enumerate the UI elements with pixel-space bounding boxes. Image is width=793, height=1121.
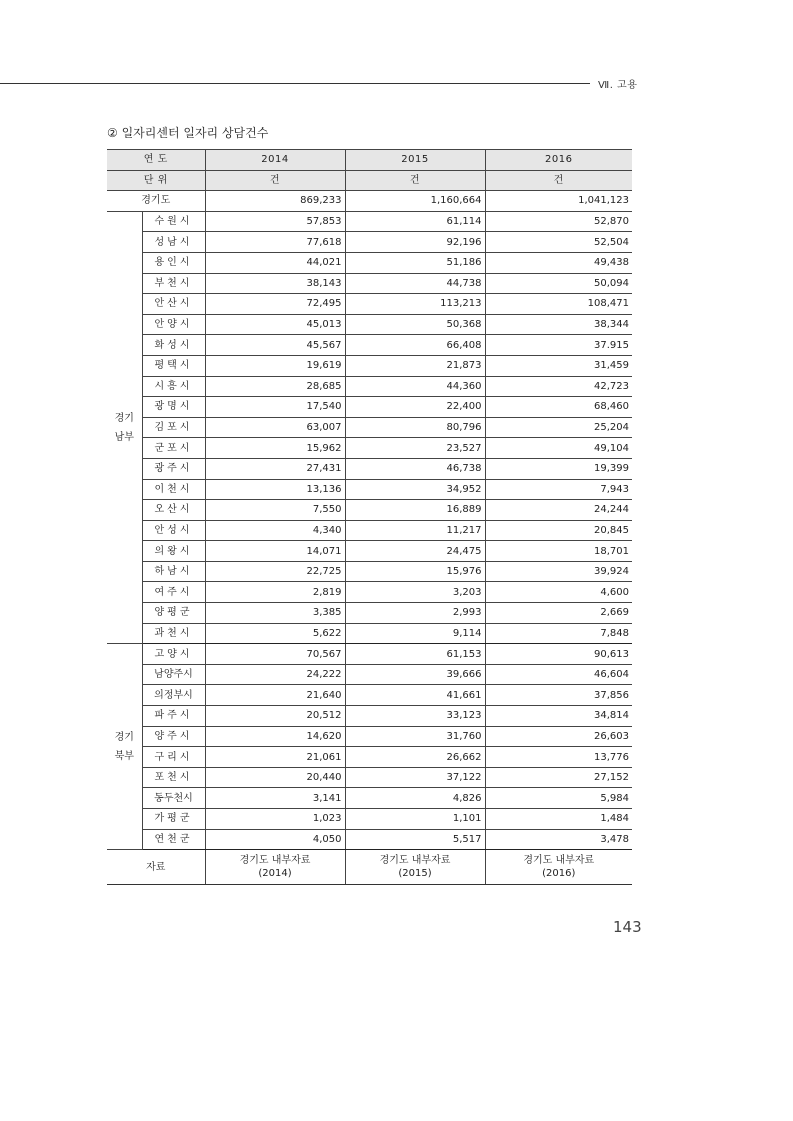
- count-cell: 49,438: [485, 252, 632, 273]
- year-label: 연 도: [107, 150, 205, 171]
- count-cell: 45,013: [205, 314, 345, 335]
- city-name: 광명시: [142, 397, 205, 418]
- city-name: 수원시: [142, 211, 205, 232]
- region-label-line: 경기: [114, 412, 134, 424]
- source-year: (2015): [398, 868, 432, 880]
- region-label-north: [107, 644, 142, 850]
- city-name: 의정부시: [142, 685, 205, 706]
- count-cell: 50,368: [345, 314, 485, 335]
- count-cell: 3,203: [345, 582, 485, 603]
- count-cell: 15,962: [205, 438, 345, 459]
- count-cell: 1,484: [485, 809, 632, 830]
- count-cell: 4,600: [485, 582, 632, 603]
- table-row: [107, 706, 632, 727]
- table-row: [107, 273, 632, 294]
- city-name: 성남시: [142, 232, 205, 253]
- count-cell: 1,101: [345, 809, 485, 830]
- count-cell: 28,685: [205, 376, 345, 397]
- count-cell: 3,478: [485, 829, 632, 850]
- city-name: 의왕시: [142, 541, 205, 562]
- city-name: 김포시: [142, 417, 205, 438]
- source-cell: [485, 850, 632, 885]
- count-cell: 26,603: [485, 726, 632, 747]
- table-row: [107, 376, 632, 397]
- table-row: [107, 726, 632, 747]
- count-cell: 14,620: [205, 726, 345, 747]
- count-cell: 52,504: [485, 232, 632, 253]
- count-cell: 66,408: [345, 335, 485, 356]
- city-name: 오산시: [142, 500, 205, 521]
- count-cell: 38,143: [205, 273, 345, 294]
- total-2014: 869,233: [205, 191, 345, 212]
- table-row: [107, 603, 632, 624]
- count-cell: 5,984: [485, 788, 632, 809]
- region-label-south: [107, 211, 142, 643]
- city-name: 안산시: [142, 294, 205, 315]
- table-row: [107, 747, 632, 768]
- city-name: 용인시: [142, 252, 205, 273]
- count-cell: 2,993: [345, 603, 485, 624]
- count-cell: 21,640: [205, 685, 345, 706]
- count-cell: 18,701: [485, 541, 632, 562]
- city-name: 남양주시: [142, 664, 205, 685]
- city-name: 고양시: [142, 644, 205, 665]
- table-row: [107, 500, 632, 521]
- count-cell: 72,495: [205, 294, 345, 315]
- count-cell: 23,527: [345, 438, 485, 459]
- city-name: 포천시: [142, 767, 205, 788]
- count-cell: 4,050: [205, 829, 345, 850]
- count-cell: 45,567: [205, 335, 345, 356]
- count-cell: 20,512: [205, 706, 345, 727]
- total-2016: 1,041,123: [485, 191, 632, 212]
- count-cell: 20,440: [205, 767, 345, 788]
- count-cell: 51,186: [345, 252, 485, 273]
- count-cell: 21,061: [205, 747, 345, 768]
- count-cell: 90,613: [485, 644, 632, 665]
- total-label: 경기도: [107, 191, 205, 212]
- city-name: 이천시: [142, 479, 205, 500]
- source-text: 경기도 내부자료: [523, 855, 595, 867]
- unit-label: 단 위: [107, 170, 205, 191]
- count-cell: 4,340: [205, 520, 345, 541]
- city-name: 구리시: [142, 747, 205, 768]
- table-row: [107, 252, 632, 273]
- source-cell: [345, 850, 485, 885]
- count-cell: 7,550: [205, 500, 345, 521]
- count-cell: 77,618: [205, 232, 345, 253]
- source-cell: [205, 850, 345, 885]
- table-row: [107, 582, 632, 603]
- count-cell: 9,114: [345, 623, 485, 644]
- count-cell: 44,738: [345, 273, 485, 294]
- city-name: 광주시: [142, 458, 205, 479]
- count-cell: 2,819: [205, 582, 345, 603]
- source-year: (2014): [258, 868, 292, 880]
- city-name: 연천군: [142, 829, 205, 850]
- count-cell: 49,104: [485, 438, 632, 459]
- table-row: [107, 232, 632, 253]
- unit-header-row: [107, 170, 632, 191]
- count-cell: 4,826: [345, 788, 485, 809]
- count-cell: 24,222: [205, 664, 345, 685]
- table-row: [107, 623, 632, 644]
- table-title: ② 일자리센터 일자리 상담건수: [107, 126, 269, 140]
- count-cell: 3,141: [205, 788, 345, 809]
- count-cell: 33,123: [345, 706, 485, 727]
- count-cell: 22,725: [205, 561, 345, 582]
- table-row: [107, 417, 632, 438]
- table-row: [107, 438, 632, 459]
- source-text: 경기도 내부자료: [239, 855, 311, 867]
- count-cell: 19,619: [205, 355, 345, 376]
- city-name: 안양시: [142, 314, 205, 335]
- year-2014: 2014: [205, 150, 345, 171]
- city-name: 동두천시: [142, 788, 205, 809]
- city-name: 양평군: [142, 603, 205, 624]
- count-cell: 38,344: [485, 314, 632, 335]
- count-cell: 26,662: [345, 747, 485, 768]
- total-row: [107, 191, 632, 212]
- count-cell: 63,007: [205, 417, 345, 438]
- count-cell: 2,669: [485, 603, 632, 624]
- count-cell: 44,360: [345, 376, 485, 397]
- table-row: [107, 829, 632, 850]
- count-cell: 25,204: [485, 417, 632, 438]
- count-cell: 5,622: [205, 623, 345, 644]
- count-cell: 7,848: [485, 623, 632, 644]
- year-2016: 2016: [485, 150, 632, 171]
- city-name: 가평군: [142, 809, 205, 830]
- count-cell: 57,853: [205, 211, 345, 232]
- table-row: [107, 809, 632, 830]
- count-cell: 11,217: [345, 520, 485, 541]
- city-name: 양주시: [142, 726, 205, 747]
- year-header-row: [107, 150, 632, 171]
- region-label-line: 경기: [114, 731, 134, 743]
- table-row: [107, 644, 632, 665]
- count-cell: 16,889: [345, 500, 485, 521]
- count-cell: 46,738: [345, 458, 485, 479]
- table-row: [107, 479, 632, 500]
- count-cell: 44,021: [205, 252, 345, 273]
- unit-2015: 건: [345, 170, 485, 191]
- count-cell: 20,845: [485, 520, 632, 541]
- count-cell: 27,152: [485, 767, 632, 788]
- source-year: (2016): [542, 868, 576, 880]
- consultation-table: [107, 149, 632, 885]
- city-name: 과천시: [142, 623, 205, 644]
- source-label: 자료: [107, 850, 205, 885]
- table-row: [107, 541, 632, 562]
- count-cell: 37.915: [485, 335, 632, 356]
- year-2015: 2015: [345, 150, 485, 171]
- unit-2014: 건: [205, 170, 345, 191]
- table-row: [107, 685, 632, 706]
- table-row: [107, 561, 632, 582]
- count-cell: 39,666: [345, 664, 485, 685]
- count-cell: 34,952: [345, 479, 485, 500]
- count-cell: 17,540: [205, 397, 345, 418]
- table-row: [107, 397, 632, 418]
- city-name: 안성시: [142, 520, 205, 541]
- count-cell: 19,399: [485, 458, 632, 479]
- table-row: [107, 211, 632, 232]
- table-row: [107, 458, 632, 479]
- count-cell: 14,071: [205, 541, 345, 562]
- count-cell: 61,114: [345, 211, 485, 232]
- count-cell: 92,196: [345, 232, 485, 253]
- table-row: [107, 520, 632, 541]
- count-cell: 34,814: [485, 706, 632, 727]
- count-cell: 42,723: [485, 376, 632, 397]
- count-cell: 113,213: [345, 294, 485, 315]
- city-name: 화성시: [142, 335, 205, 356]
- count-cell: 22,400: [345, 397, 485, 418]
- table-row: [107, 314, 632, 335]
- count-cell: 7,943: [485, 479, 632, 500]
- source-text: 경기도 내부자료: [379, 855, 451, 867]
- count-cell: 37,122: [345, 767, 485, 788]
- count-cell: 13,136: [205, 479, 345, 500]
- table-row: [107, 335, 632, 356]
- source-row: [107, 850, 632, 885]
- page-number: 143: [613, 918, 642, 936]
- chapter-header: Ⅶ. 고용: [598, 80, 638, 91]
- city-name: 파주시: [142, 706, 205, 727]
- city-name: 군포시: [142, 438, 205, 459]
- count-cell: 41,661: [345, 685, 485, 706]
- count-cell: 52,870: [485, 211, 632, 232]
- unit-2016: 건: [485, 170, 632, 191]
- count-cell: 3,385: [205, 603, 345, 624]
- city-name: 부천시: [142, 273, 205, 294]
- count-cell: 24,475: [345, 541, 485, 562]
- count-cell: 46,604: [485, 664, 632, 685]
- header-rule: [0, 83, 590, 84]
- count-cell: 31,760: [345, 726, 485, 747]
- count-cell: 108,471: [485, 294, 632, 315]
- count-cell: 68,460: [485, 397, 632, 418]
- city-name: 여주시: [142, 582, 205, 603]
- count-cell: 37,856: [485, 685, 632, 706]
- count-cell: 61,153: [345, 644, 485, 665]
- table-row: [107, 767, 632, 788]
- count-cell: 50,094: [485, 273, 632, 294]
- city-name: 하남시: [142, 561, 205, 582]
- total-2015: 1,160,664: [345, 191, 485, 212]
- region-label-line: 남부: [114, 431, 134, 443]
- table-row: [107, 788, 632, 809]
- count-cell: 70,567: [205, 644, 345, 665]
- table-row: [107, 294, 632, 315]
- table-row: [107, 664, 632, 685]
- count-cell: 5,517: [345, 829, 485, 850]
- count-cell: 39,924: [485, 561, 632, 582]
- count-cell: 24,244: [485, 500, 632, 521]
- count-cell: 15,976: [345, 561, 485, 582]
- table-row: [107, 355, 632, 376]
- count-cell: 31,459: [485, 355, 632, 376]
- city-name: 시흥시: [142, 376, 205, 397]
- city-name: 평택시: [142, 355, 205, 376]
- region-label-line: 북부: [114, 750, 134, 762]
- count-cell: 80,796: [345, 417, 485, 438]
- count-cell: 1,023: [205, 809, 345, 830]
- count-cell: 13,776: [485, 747, 632, 768]
- count-cell: 21,873: [345, 355, 485, 376]
- count-cell: 27,431: [205, 458, 345, 479]
